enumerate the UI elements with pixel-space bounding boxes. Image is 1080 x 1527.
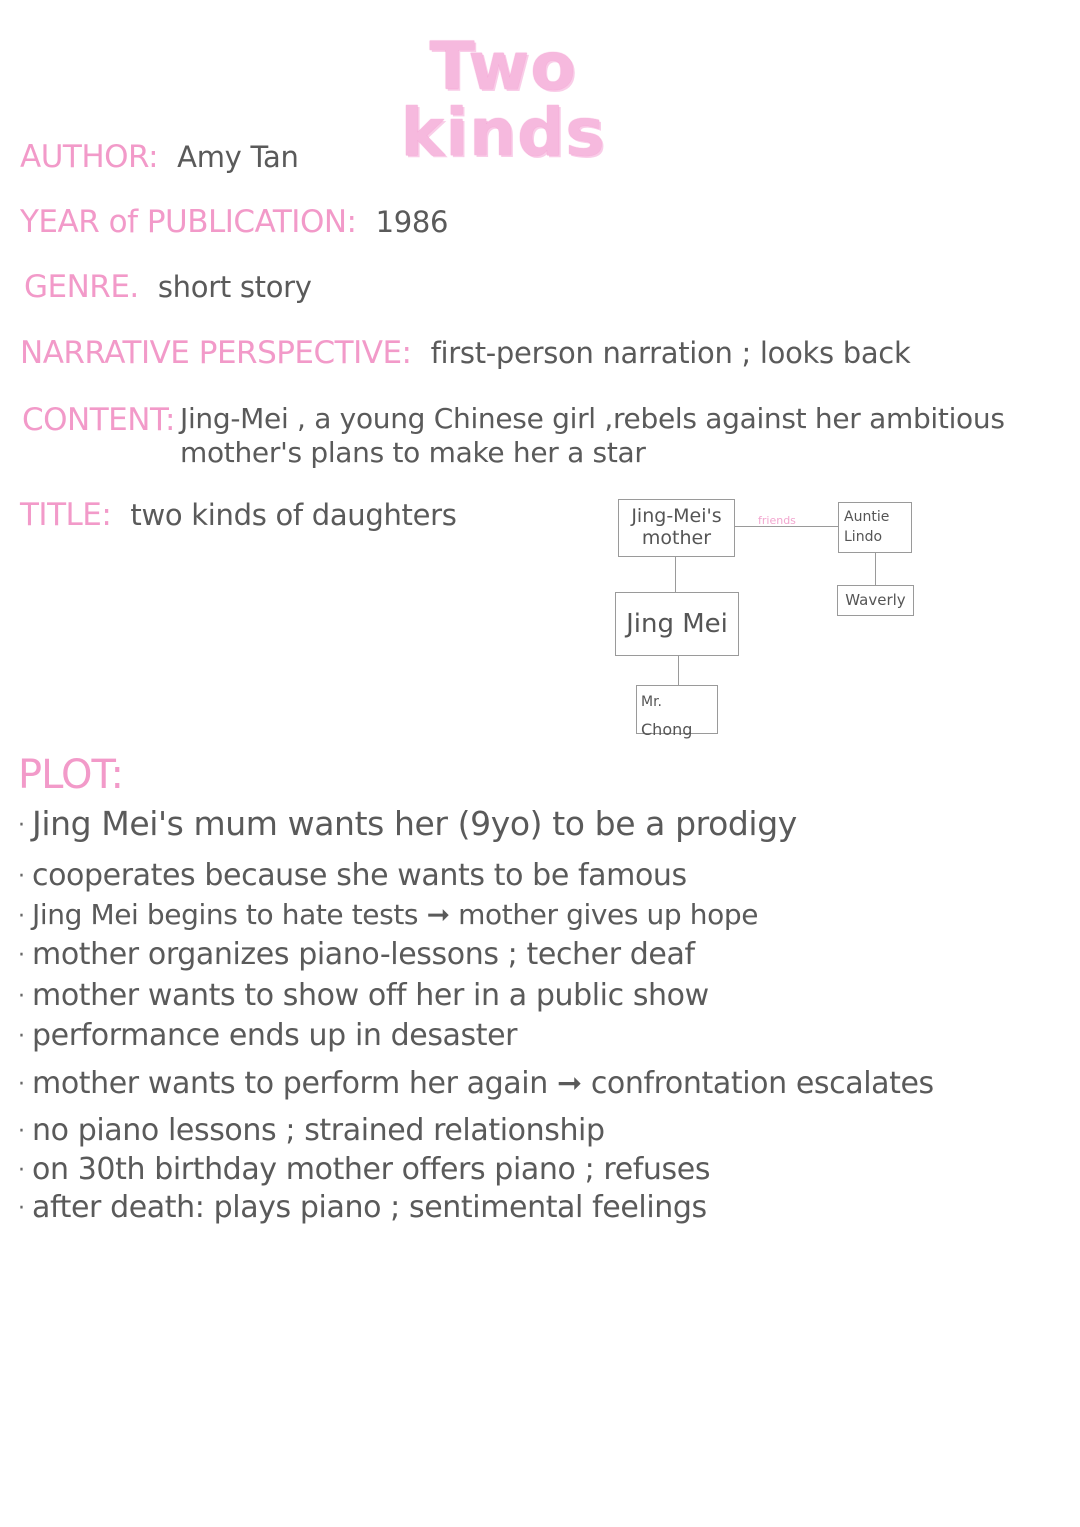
mother-jingmei-connector (675, 557, 676, 592)
title-field-label: TITLE: (20, 497, 112, 533)
year-label: YEAR of PUBLICATION: (20, 204, 357, 240)
jing-mei-label: Jing Mei (626, 609, 728, 639)
plot-item-4: · mother organizes piano-lessons ; techer deaf (18, 937, 695, 972)
author-row (20, 139, 299, 175)
mr-chong-box (636, 685, 718, 739)
plot-item-2: · cooperates because she wants to be famous (18, 858, 687, 893)
mother-box (618, 499, 735, 557)
author-label: AUTHOR: (20, 139, 159, 175)
title-row (20, 497, 457, 533)
perspective-label: NARRATIVE PERSPECTIVE: (20, 335, 412, 371)
auntie-lindo-box (838, 502, 912, 553)
mr-prefix: Mr. (641, 694, 662, 710)
plot-item-1: · Jing Mei's mum wants her (9yo) to be a prodigy (18, 804, 797, 843)
page-title: Two kinds (400, 28, 606, 171)
perspective-value: first-person narration ; looks back (430, 336, 911, 370)
jing-mei-box (615, 592, 739, 656)
plot-label: PLOT: (18, 752, 123, 798)
auntie-label-1: Auntie (844, 509, 890, 525)
content-row (22, 402, 1062, 469)
plot-item-6: · performance ends up in desaster (18, 1018, 518, 1053)
perspective-row (20, 335, 911, 371)
jingmei-chong-connector (678, 656, 679, 685)
genre-value: short story (157, 270, 312, 304)
content-line-2: mother's plans to make her a star (180, 436, 646, 469)
plot-item-10: · after death: plays piano ; sentimental feelings (18, 1190, 707, 1225)
plot-item-3: · Jing Mei begins to hate tests ➞ mother gives up hope (18, 898, 759, 931)
plot-item-9: · on 30th birthday mother offers piano ; refuses (18, 1152, 711, 1187)
friends-label: friends (758, 514, 796, 527)
plot-item-5: · mother wants to show off her in a public show (18, 978, 709, 1013)
waverly-box (837, 585, 914, 616)
mother-label-1: Jing-Mei's (631, 505, 722, 527)
waverly-label: Waverly (845, 591, 906, 609)
author-value: Amy Tan (177, 140, 299, 174)
year-value: 1986 (375, 205, 449, 239)
mother-label-2: mother (641, 527, 712, 549)
auntie-waverly-connector (875, 553, 876, 585)
auntie-label-2: Lindo (844, 529, 883, 545)
plot-item-8: · no piano lessons ; strained relationship (18, 1113, 605, 1148)
plot-item-7: · mother wants to perform her again ➞ confrontation escalates (18, 1066, 934, 1101)
year-row (20, 204, 449, 240)
genre-row (24, 269, 312, 305)
content-line-1: Jing-Mei , a young Chinese girl ,rebels against her ambitious (180, 402, 1005, 435)
content-label: CONTENT: (22, 402, 175, 438)
content-text (180, 402, 1060, 470)
mr-chong-label: Chong (641, 720, 693, 739)
genre-label: GENRE. (24, 269, 139, 305)
title-field-value: two kinds of daughters (130, 498, 457, 532)
